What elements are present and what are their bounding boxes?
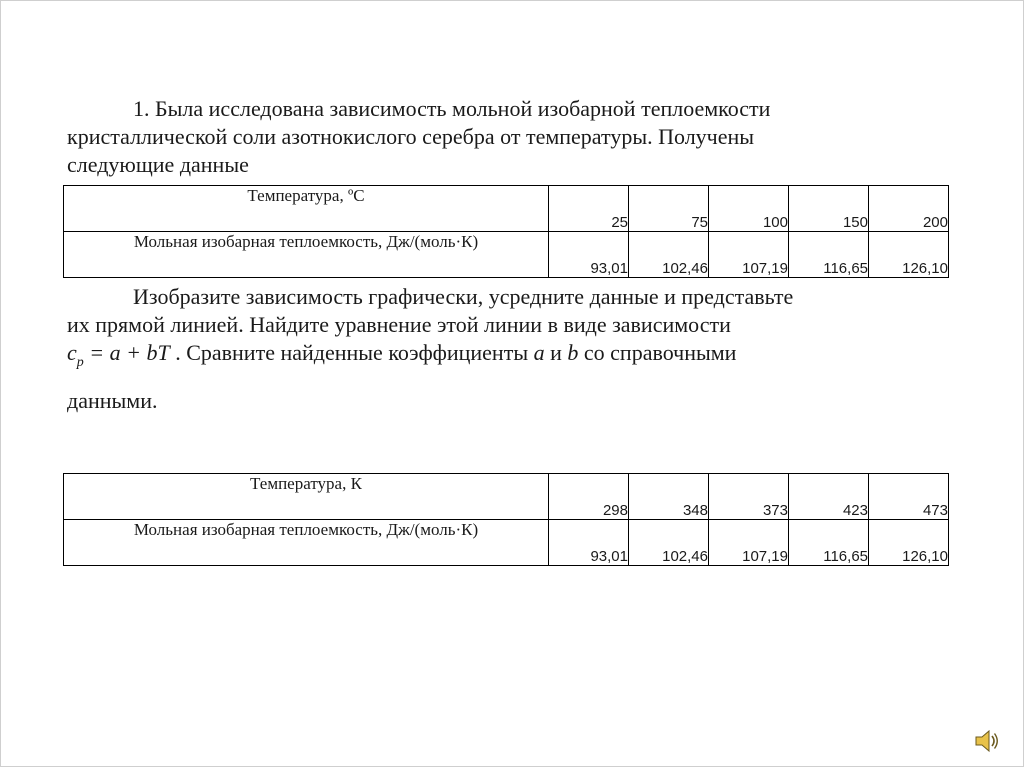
heat-capacity-cell: 126,10 bbox=[869, 232, 949, 278]
table-row bbox=[64, 232, 949, 278]
task-line-1: Изобразите зависимость графически, усредните данные и представьте bbox=[133, 284, 794, 309]
heat-capacity-cell: 102,46 bbox=[629, 232, 709, 278]
problem-task bbox=[67, 283, 947, 415]
task-line-3-end: со справочными bbox=[578, 340, 737, 365]
heat-capacity-cell: 126,10 bbox=[869, 520, 949, 566]
temperature-cell: 100 bbox=[709, 186, 789, 232]
temperature-header-cell: Температура, ºС bbox=[64, 186, 549, 232]
problem-intro bbox=[67, 95, 947, 179]
heat-capacity-cell: 93,01 bbox=[549, 232, 629, 278]
temperature-cell: 150 bbox=[789, 186, 869, 232]
heat-capacity-cell: 102,46 bbox=[629, 520, 709, 566]
task-line-3-text: . Сравните найденные коэффициенты bbox=[169, 340, 534, 365]
heat-capacity-cell: 107,19 bbox=[709, 520, 789, 566]
temperature-cell: 373 bbox=[709, 474, 789, 520]
table-row bbox=[64, 186, 949, 232]
heat-capacity-cell: 116,65 bbox=[789, 520, 869, 566]
temperature-cell: 473 bbox=[869, 474, 949, 520]
heat-capacity-cell: 93,01 bbox=[549, 520, 629, 566]
task-line-3 bbox=[67, 339, 736, 377]
task-line-4: данными. bbox=[67, 388, 158, 413]
intro-line-1: 1. Была исследована зависимость мольной изобарной теплоемкости bbox=[133, 96, 771, 121]
table-row bbox=[64, 474, 949, 520]
coefficient-a: a bbox=[533, 340, 545, 365]
heat-capacity-header-cell: Мольная изобарная теплоемкость, Дж/(моль·К) bbox=[64, 232, 549, 278]
formula-equation: = a + bT bbox=[83, 340, 170, 365]
formula-subscript: p bbox=[76, 355, 84, 370]
temperature-cell: 298 bbox=[549, 474, 629, 520]
and-word: и bbox=[544, 340, 568, 365]
temperature-cell: 200 bbox=[869, 186, 949, 232]
speaker-icon[interactable] bbox=[973, 727, 1001, 755]
temperature-cell: 25 bbox=[549, 186, 629, 232]
table-row bbox=[64, 520, 949, 566]
heat-capacity-cell: 116,65 bbox=[789, 232, 869, 278]
celsius-table bbox=[63, 185, 949, 278]
temperature-cell: 348 bbox=[629, 474, 709, 520]
intro-line-2: кристаллической соли азотнокислого серебра от температуры. Получены bbox=[67, 124, 755, 149]
temperature-cell: 423 bbox=[789, 474, 869, 520]
formula-symbol: c bbox=[67, 340, 77, 365]
coefficient-b: b bbox=[567, 340, 579, 365]
intro-line-3: следующие данные bbox=[67, 152, 249, 177]
temperature-cell: 75 bbox=[629, 186, 709, 232]
temperature-header-cell: Температура, К bbox=[64, 474, 549, 520]
heat-capacity-header-cell: Мольная изобарная теплоемкость, Дж/(моль·К) bbox=[64, 520, 549, 566]
task-line-2: их прямой линией. Найдите уравнение этой линии в виде зависимости bbox=[67, 312, 731, 337]
kelvin-table bbox=[63, 473, 949, 566]
heat-capacity-cell: 107,19 bbox=[709, 232, 789, 278]
